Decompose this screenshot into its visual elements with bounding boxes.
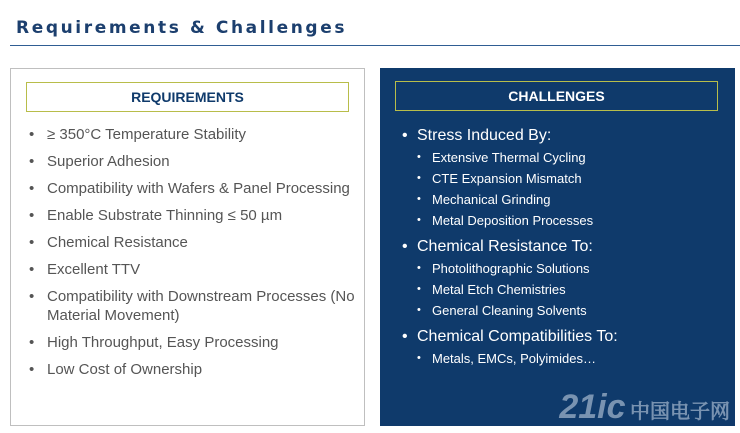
requirement-item: • Compatibility with Downstream Processes (No Material Movement) bbox=[29, 287, 359, 325]
challenge-item: • Extensive Thermal Cycling bbox=[417, 149, 732, 166]
watermark-text: 中国电子网 bbox=[630, 401, 730, 423]
challenge-item: • Metal Deposition Processes bbox=[417, 212, 732, 229]
challenges-list bbox=[402, 126, 732, 375]
requirement-item: • Low Cost of Ownership bbox=[29, 360, 359, 379]
bullet-icon: • bbox=[402, 127, 408, 144]
challenge-item: • Metals, EMCs, Polyimides… bbox=[417, 350, 732, 367]
requirements-panel bbox=[10, 68, 365, 426]
requirement-item: • Chemical Resistance bbox=[29, 233, 359, 252]
challenge-group-chemical-compatibilities bbox=[402, 327, 732, 367]
requirements-header: REQUIREMENTS bbox=[26, 82, 349, 112]
challenges-panel bbox=[380, 68, 735, 426]
challenge-group-label: Stress Induced By: bbox=[417, 127, 552, 144]
requirement-item: • Excellent TTV bbox=[29, 260, 359, 279]
challenge-group-label: Chemical Compatibilities To: bbox=[417, 328, 618, 345]
challenge-item: • CTE Expansion Mismatch bbox=[417, 170, 732, 187]
requirement-item: • Superior Adhesion bbox=[29, 152, 359, 171]
challenge-group-label: Chemical Resistance To: bbox=[417, 238, 593, 255]
requirements-list bbox=[29, 125, 359, 387]
challenge-item: • Metal Etch Chemistries bbox=[417, 281, 732, 298]
challenges-header: CHALLENGES bbox=[395, 81, 718, 111]
challenge-item: • Photolithographic Solutions bbox=[417, 260, 732, 277]
watermark-logo bbox=[559, 388, 730, 427]
challenge-item: • General Cleaning Solvents bbox=[417, 302, 732, 319]
requirement-item: • Enable Substrate Thinning ≤ 50 µm bbox=[29, 206, 359, 225]
requirement-item: • ≥ 350°C Temperature Stability bbox=[29, 125, 359, 144]
challenge-item: • Mechanical Grinding bbox=[417, 191, 732, 208]
challenge-group-chemical-resistance bbox=[402, 237, 732, 319]
watermark-brand: 21ic bbox=[559, 388, 626, 426]
requirement-item: • Compatibility with Wafers & Panel Processing bbox=[29, 179, 359, 198]
bullet-icon: • bbox=[402, 238, 408, 255]
bullet-icon: • bbox=[402, 328, 408, 345]
title-divider bbox=[10, 45, 740, 46]
slide-title: Requirements & Challenges bbox=[16, 18, 348, 38]
requirement-item: • High Throughput, Easy Processing bbox=[29, 333, 359, 352]
challenge-group-stress bbox=[402, 126, 732, 229]
